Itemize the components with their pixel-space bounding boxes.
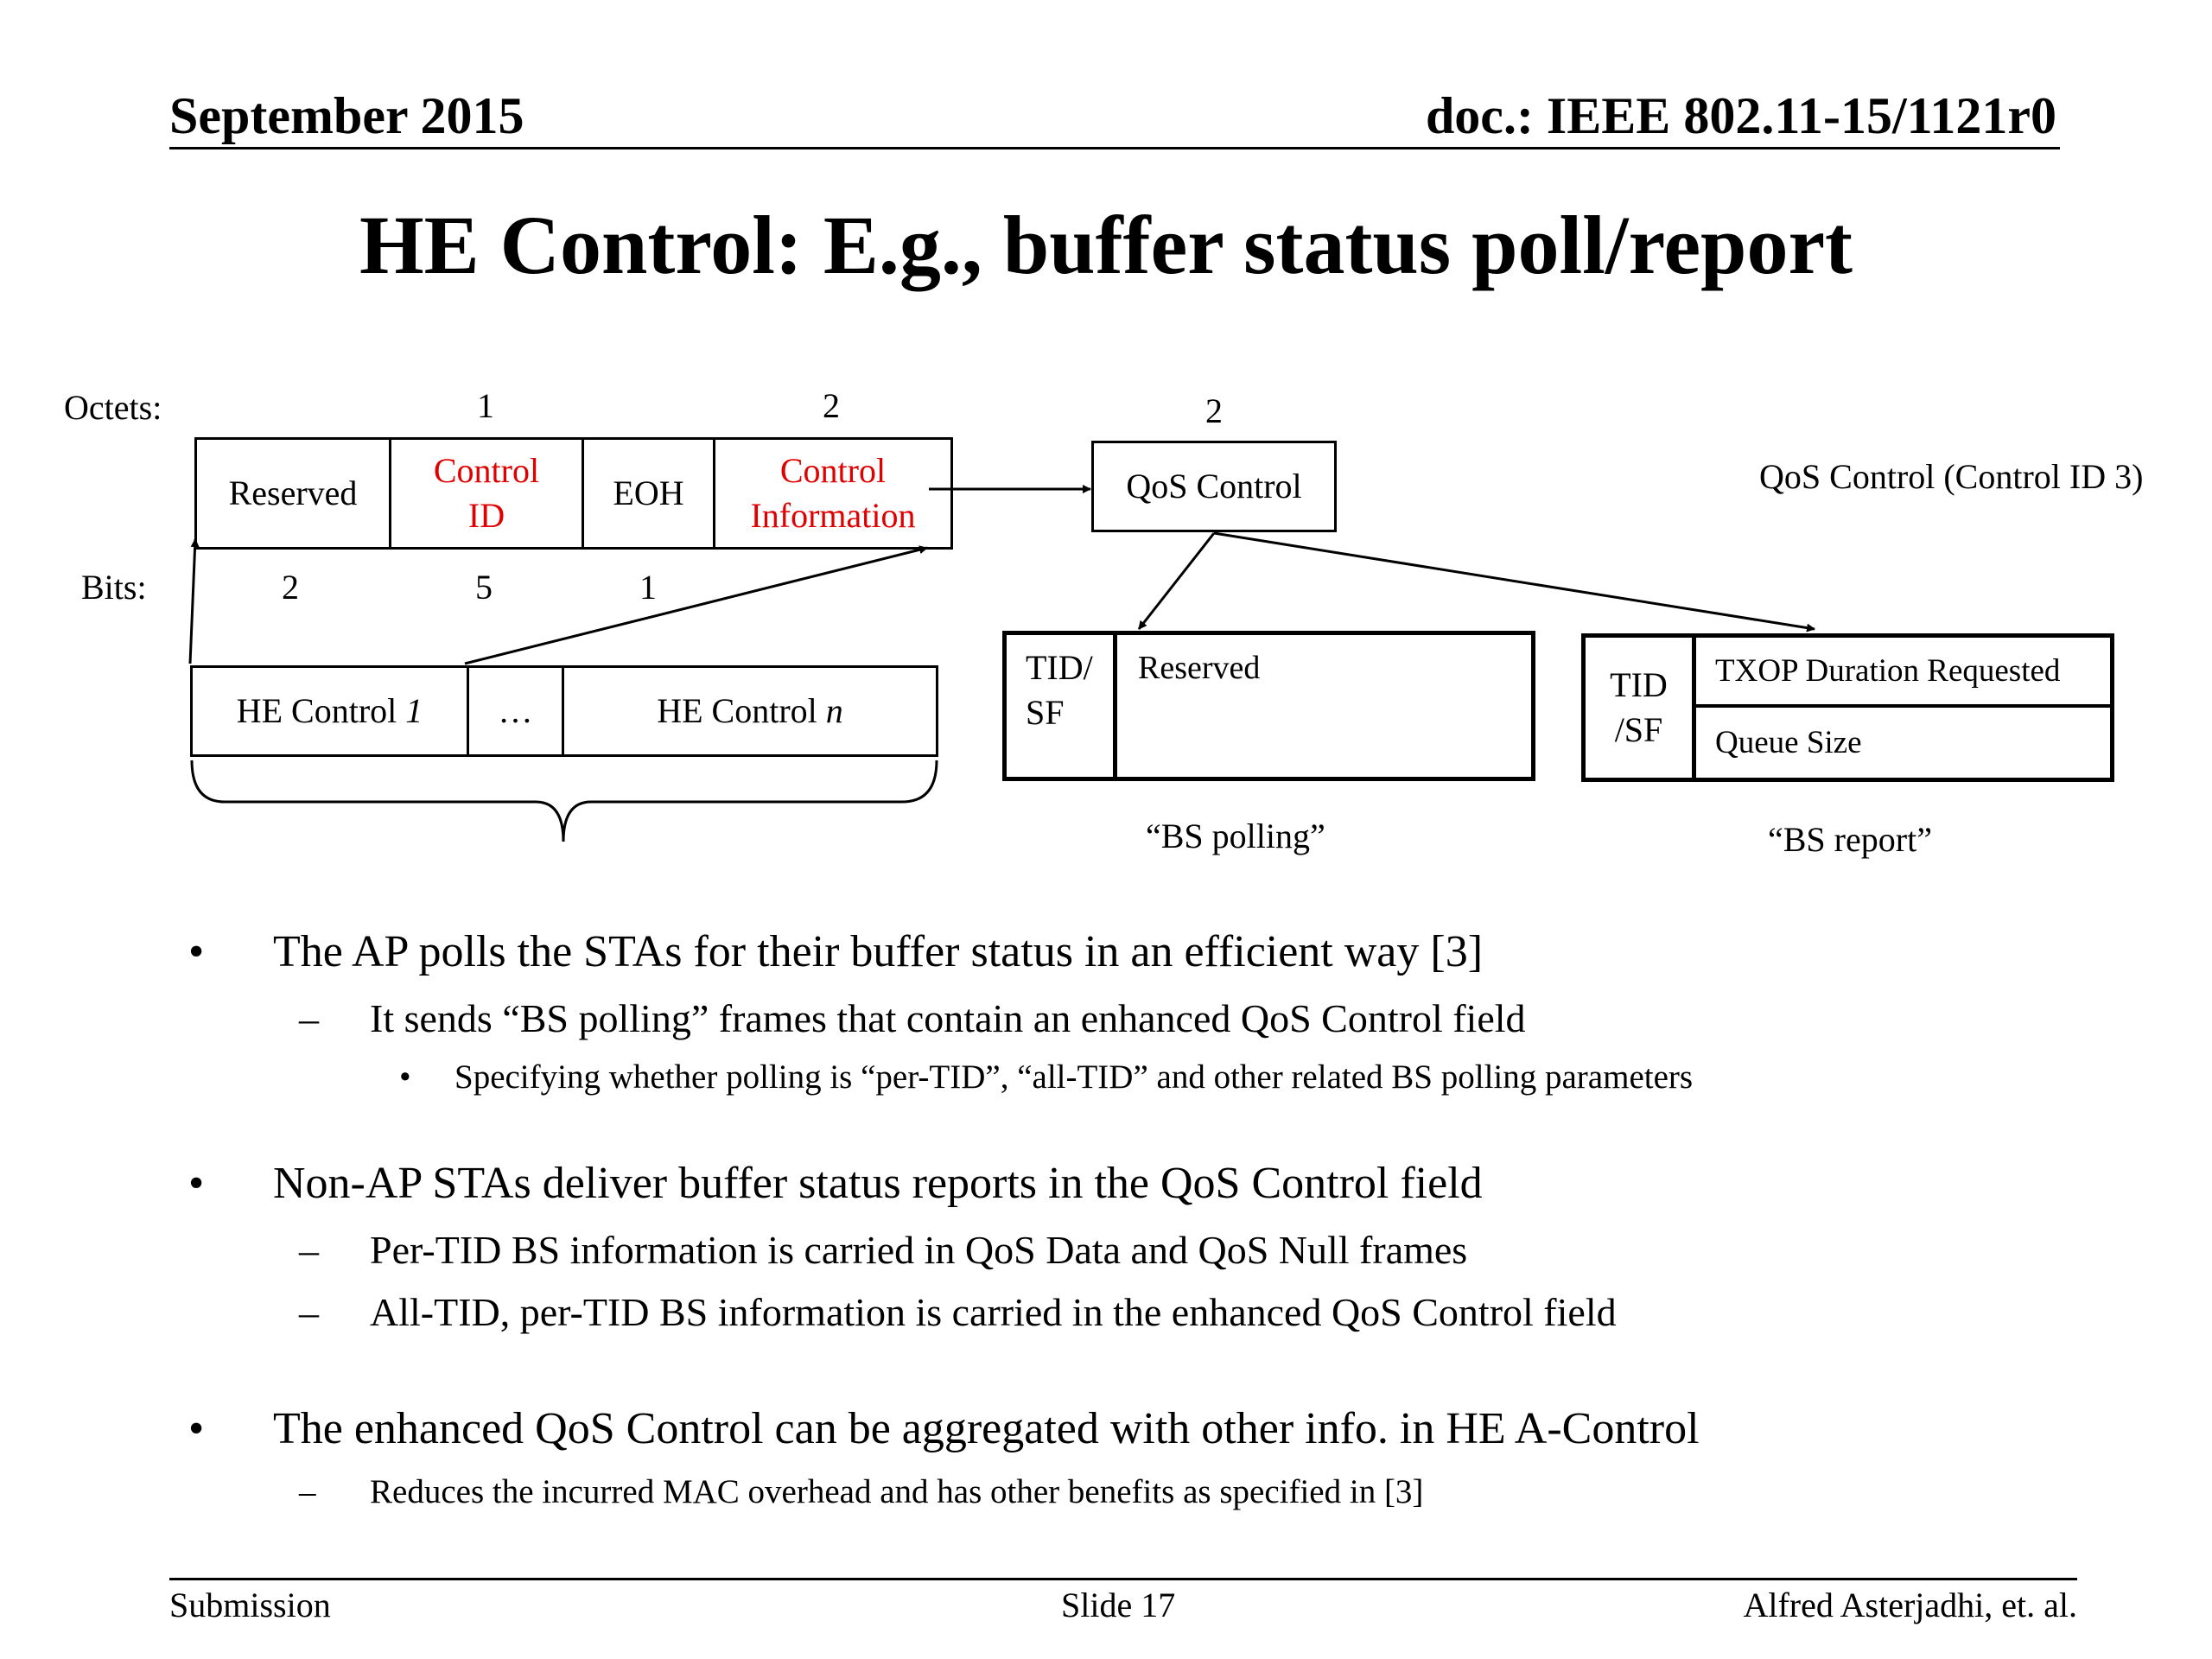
footer-author: Alfred Asterjadhi, et. al.: [1743, 1586, 2077, 1624]
bullet-2-sub-1: Per-TID BS information is carried in QoS Data and QoS Null frames: [370, 1228, 1468, 1272]
bits-label: Bits:: [81, 568, 147, 607]
dash-marker-1-1: –: [299, 996, 319, 1040]
bs-report-tid-line2: /SF: [1614, 710, 1663, 749]
he-control-brace: [192, 760, 937, 842]
arrow-he1-to-reserved: [190, 539, 195, 664]
bullet-marker-1: •: [188, 927, 205, 976]
field-control-id-line1: Control: [433, 451, 540, 490]
octets-value-control-id: 1: [477, 386, 494, 425]
bits-value-control-id: 5: [475, 568, 493, 607]
header-doc-id: doc.: IEEE 802.11-15/1121r0: [1425, 87, 2056, 144]
footer-slide-number: Slide 17: [1061, 1586, 1176, 1624]
bullet-2: Non-AP STAs deliver buffer status reports in the QoS Control field: [273, 1159, 1483, 1208]
header-date: September 2015: [169, 87, 524, 144]
arrow-qos-to-report: [1214, 533, 1815, 629]
footer-rule: [169, 1578, 2077, 1580]
octets-value-qos: 2: [1205, 391, 1223, 430]
bullet-1-sub-1: It sends “BS polling” frames that contain an enhanced QoS Control field: [370, 996, 1526, 1040]
he-control-ellipsis-label: …: [498, 691, 533, 730]
bs-polling-tid-line2: SF: [1026, 693, 1065, 732]
bs-report-caption: “BS report”: [1768, 820, 1932, 859]
qos-control-caption: QoS Control (Control ID 3): [1759, 457, 2144, 496]
arrow-he1-to-info: [465, 548, 927, 664]
bits-value-eoh: 1: [639, 568, 657, 607]
he-control-last-index: n: [825, 691, 843, 730]
bs-report-queue-label: Queue Size: [1715, 725, 1862, 760]
octets-label: Octets:: [64, 388, 162, 427]
bs-report-txop-label: TXOP Duration Requested: [1715, 653, 2061, 689]
field-control-id-line2: ID: [467, 496, 505, 535]
field-control-info-line2: Information: [750, 496, 916, 535]
field-eoh-label: EOH: [613, 474, 684, 512]
dash-marker-2-2: –: [299, 1290, 319, 1334]
bullet-3: The enhanced QoS Control can be aggregated with other info. in HE A-Control: [273, 1404, 1700, 1453]
arrow-qos-to-polling: [1139, 533, 1214, 629]
bullet-marker-2: •: [188, 1159, 205, 1208]
field-reserved-label: Reserved: [228, 474, 358, 512]
bits-value-reserved: 2: [282, 568, 299, 607]
dash-marker-3-1: –: [299, 1473, 316, 1510]
he-control-first-prefix: HE Control: [236, 691, 397, 730]
field-control-info-line1: Control: [779, 451, 887, 490]
bullet-2-sub-2: All-TID, per-TID BS information is carried in the enhanced QoS Control field: [370, 1290, 1617, 1334]
qos-control-label: QoS Control: [1126, 467, 1302, 505]
bs-polling-caption: “BS polling”: [1146, 817, 1325, 855]
slide-title: HE Control: E.g., buffer status poll/report: [359, 199, 1853, 291]
dash-marker-2-1: –: [299, 1228, 319, 1272]
bs-report-tid-line1: TID: [1610, 665, 1668, 704]
he-control-first-index: 1: [405, 691, 423, 730]
bullet-marker-3: •: [188, 1404, 205, 1453]
bullet-1: The AP polls the STAs for their buffer status in an efficient way [3]: [273, 927, 1484, 976]
bullet-1-sub-1-sub-1: Specifying whether polling is “per-TID”, “all-TID” and other related BS polling parameters: [454, 1058, 1694, 1096]
octets-value-control-info: 2: [823, 386, 840, 425]
small-bullet-marker-1-1-1: •: [399, 1058, 411, 1096]
footer-submission: Submission: [169, 1586, 331, 1624]
bs-polling-reserved-label: Reserved: [1138, 650, 1261, 686]
bs-polling-tid-line1: TID/: [1026, 648, 1093, 687]
he-control-last-prefix: HE Control: [657, 691, 817, 730]
bullet-3-sub-1: Reduces the incurred MAC overhead and has other benefits as specified in [3]: [370, 1473, 1424, 1510]
